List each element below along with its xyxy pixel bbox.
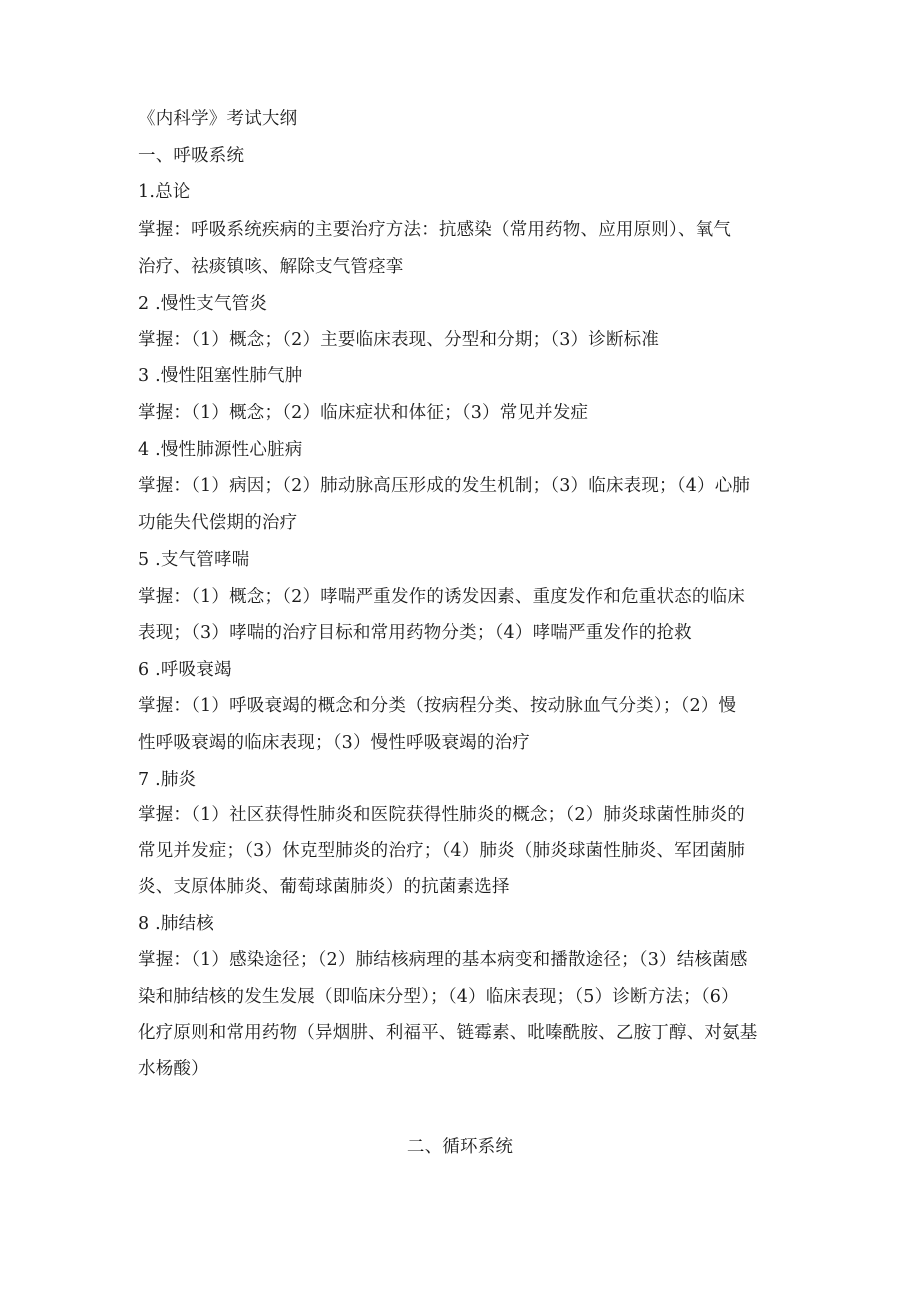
text-line: 化疗原则和常用药物（异烟肼、利福平、链霉素、吡嗪酰胺、乙胺丁醇、对氨基 xyxy=(138,1023,758,1043)
text-line: 表现；（3）哮喘的治疗目标和常用药物分类；（4）哮喘严重发作的抢救 xyxy=(138,623,692,643)
text-line: 4 .慢性肺源性心脏病 xyxy=(138,440,303,460)
text-line: 掌握：（1）概念；（2）临床症状和体征；（3）常见并发症 xyxy=(138,403,589,423)
text-line: 2 .慢性支气管炎 xyxy=(138,294,268,314)
text-line: 掌握：（1）感染途径；（2）肺结核病理的基本病变和播散途径；（3）结核菌感 xyxy=(138,950,748,970)
section-heading-circulatory: 二、循环系统 xyxy=(406,1137,514,1157)
text-line: 1.总论 xyxy=(138,182,191,202)
text-line: 掌握：（1）社区获得性肺炎和医院获得性肺炎的概念；（2）肺炎球菌性肺炎的 xyxy=(138,805,745,825)
text-line: 5 .支气管哮喘 xyxy=(138,550,250,570)
text-line: 8 .肺结核 xyxy=(138,914,214,934)
text-line: 掌握：（1）呼吸衰竭的概念和分类（按病程分类、按动脉血气分类）；（2）慢 xyxy=(138,696,737,716)
text-line: 性呼吸衰竭的临床表现；（3）慢性呼吸衰竭的治疗 xyxy=(138,733,530,753)
text-line: 染和肺结核的发生发展（即临床分型）；（4）临床表现；（5）诊断方法；（6） xyxy=(138,987,739,1007)
text-line: 水杨酸） xyxy=(138,1059,209,1079)
text-line: 治疗、祛痰镇咳、解除支气管痉挛 xyxy=(138,257,404,277)
section-heading-respiratory: 一、呼吸系统 xyxy=(138,146,245,166)
text-line: 7 .肺炎 xyxy=(138,770,197,790)
text-line: 掌握：呼吸系统疾病的主要治疗方法：抗感染（常用药物、应用原则）、氧气 xyxy=(138,220,732,240)
text-line: 炎、支原体肺炎、葡萄球菌肺炎）的抗菌素选择 xyxy=(138,877,510,897)
text-line: 掌握：（1）概念；（2）哮喘严重发作的诱发因素、重度发作和危重状态的临床 xyxy=(138,587,745,607)
text-line: 掌握：（1）病因；（2）肺动脉高压形成的发生机制；（3）临床表现；（4）心肺 xyxy=(138,476,751,496)
text-line: 3 .慢性阻塞性肺气肿 xyxy=(138,366,303,386)
text-line: 功能失代偿期的治疗 xyxy=(138,513,298,533)
text-line: 掌握：（1）概念；（2）主要临床表现、分型和分期；（3）诊断标准 xyxy=(138,330,660,350)
document-title: 《内科学》考试大纲 xyxy=(138,109,298,129)
text-line: 常见并发症；（3）休克型肺炎的治疗；（4）肺炎（肺炎球菌性肺炎、军团菌肺 xyxy=(138,841,745,861)
text-line: 6 .呼吸衰竭 xyxy=(138,660,232,680)
